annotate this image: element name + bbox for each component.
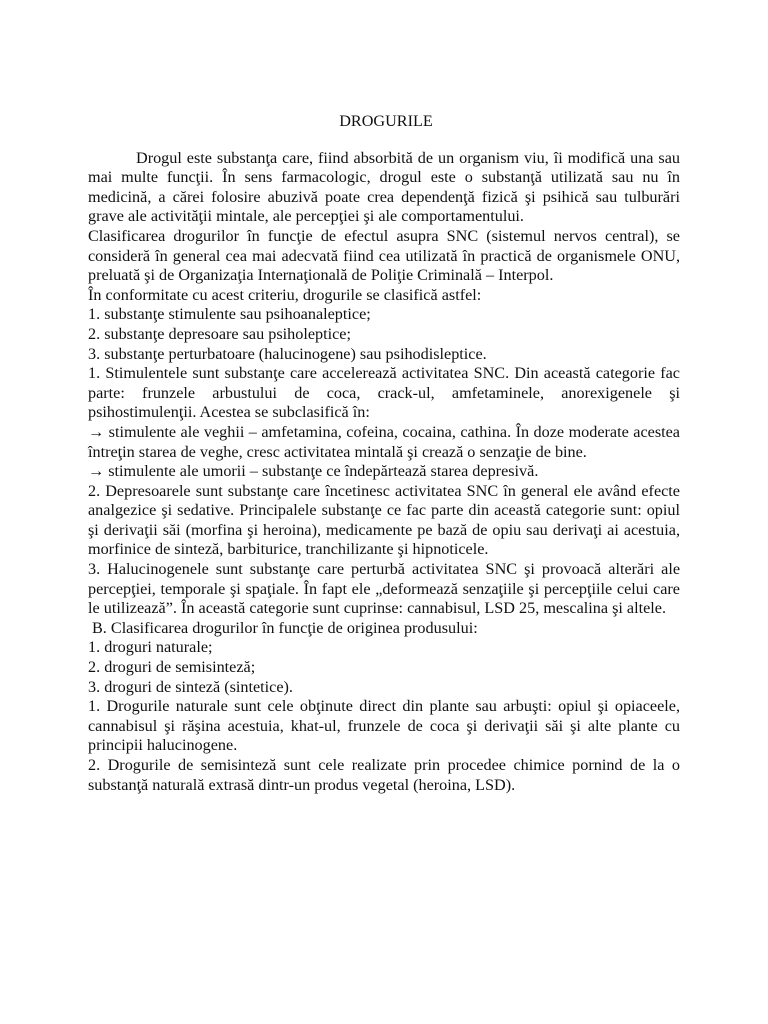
list-item-synthetic-drugs: 3. droguri de sinteză (sintetice). <box>88 677 293 696</box>
list-item-semisynthetic-drugs: 2. droguri de semisinteză; <box>88 658 256 677</box>
paragraph-origin-classification: B. Clasificarea drogurilor în funcţie de originea produsului: <box>92 618 478 637</box>
list-item-depressants: 2. substanţe depresoare sau psiholeptice; <box>88 324 351 343</box>
paragraph-depressants: 2. Depresoarele sunt substanţe care încetinesc activitatea SNC în general ele având efecte analgezice şi sedative. Principalele substanţe ce fac parte din această categorie sunt: opiul şi derivaţii săi (morfina şi heroina), medicamente pe bază de opiu sau derivaţi ai acestuia, morfinice de sinteză, barbiturice, tranchilizante şi hipnoticele. <box>88 481 680 559</box>
list-item-stimulants: 1. substanţe stimulente sau psihoanaleptice; <box>88 305 371 324</box>
document-title: DROGURILE <box>339 112 433 130</box>
paragraph-classification-snc: Clasificarea drogurilor în funcţie de efectul asupra SNC (sistemul nervos central), se consideră în general cea mai adecvată fiind cea utilizată în practică de organismele ONU, preluată şi de Organizaţia Internaţională de Poliţie Criminală – Interpol. <box>88 226 680 285</box>
list-item-hallucinogens: 3. substanţe perturbatoare (halucinogene) sau psihodisleptice. <box>88 344 487 363</box>
document-page <box>88 112 680 795</box>
paragraph-semisynthetic-drugs: 2. Drogurile de semisinteză sunt cele realizate prin procedee chimice pornind de la o substanţă naturală extrasă dintr-un produs vegetal (heroina, LSD). <box>88 756 680 794</box>
paragraph-stimulants: 1. Stimulentele sunt substanţe care accelerează activitatea SNC. Din această categorie fac parte: frunzele arbustului de coca, crack-ul, amfetaminele, anorexigenele şi psihostimulenţii. Acestea se subclasifică în: <box>88 364 680 422</box>
paragraph-drug-definition: Drogul este substanţa care, fiind absorbită de un organism viu, îi modifică una sau mai multe funcţii. În sens farmacologic, drogul este o substanţă utilizată sau nu în medicină, a cărei folosire abuzivă poate crea dependenţă fizică şi psihică sau tulburări grave ale activităţii mintale, ale percepţiei şi ale comportamentului. <box>88 148 680 226</box>
paragraph-natural-drugs: 1. Drogurile naturale sunt cele obţinute direct din plante sau arbuşti: opiul şi opiaceele, cannabisul şi răşina acestuia, khat-ul, frunzele de coca şi derivaţii săi şi alte plante cu principii halucinogene. <box>88 697 680 755</box>
paragraph-wakefulness-stimulants: → stimulente ale veghii – amfetamina, cofeina, cocaina, cathina. În doze moderate acestea întreţin starea de veghe, cresc activitatea mintală şi crează o senzaţie de bine. <box>88 422 680 461</box>
paragraph-hallucinogens: 3. Halucinogenele sunt substanţe care perturbă activitatea SNC şi provoacă alterări ale percepţiei, temporale şi spaţiale. În fapt ele „deformează senzaţiile şi percepţiile celui care le utilizează”. În această categorie sunt cuprinse: cannabisul, LSD 25, mescalina şi altele. <box>88 560 680 618</box>
list-item-natural-drugs: 1. droguri naturale; <box>88 638 213 657</box>
paragraph-mood-stimulants: → stimulente ale umorii – substanţe ce îndepărtează starea depresivă. <box>88 462 539 481</box>
paragraph-criterion: În conformitate cu acest criteriu, drogurile se clasifică astfel: <box>88 285 482 304</box>
